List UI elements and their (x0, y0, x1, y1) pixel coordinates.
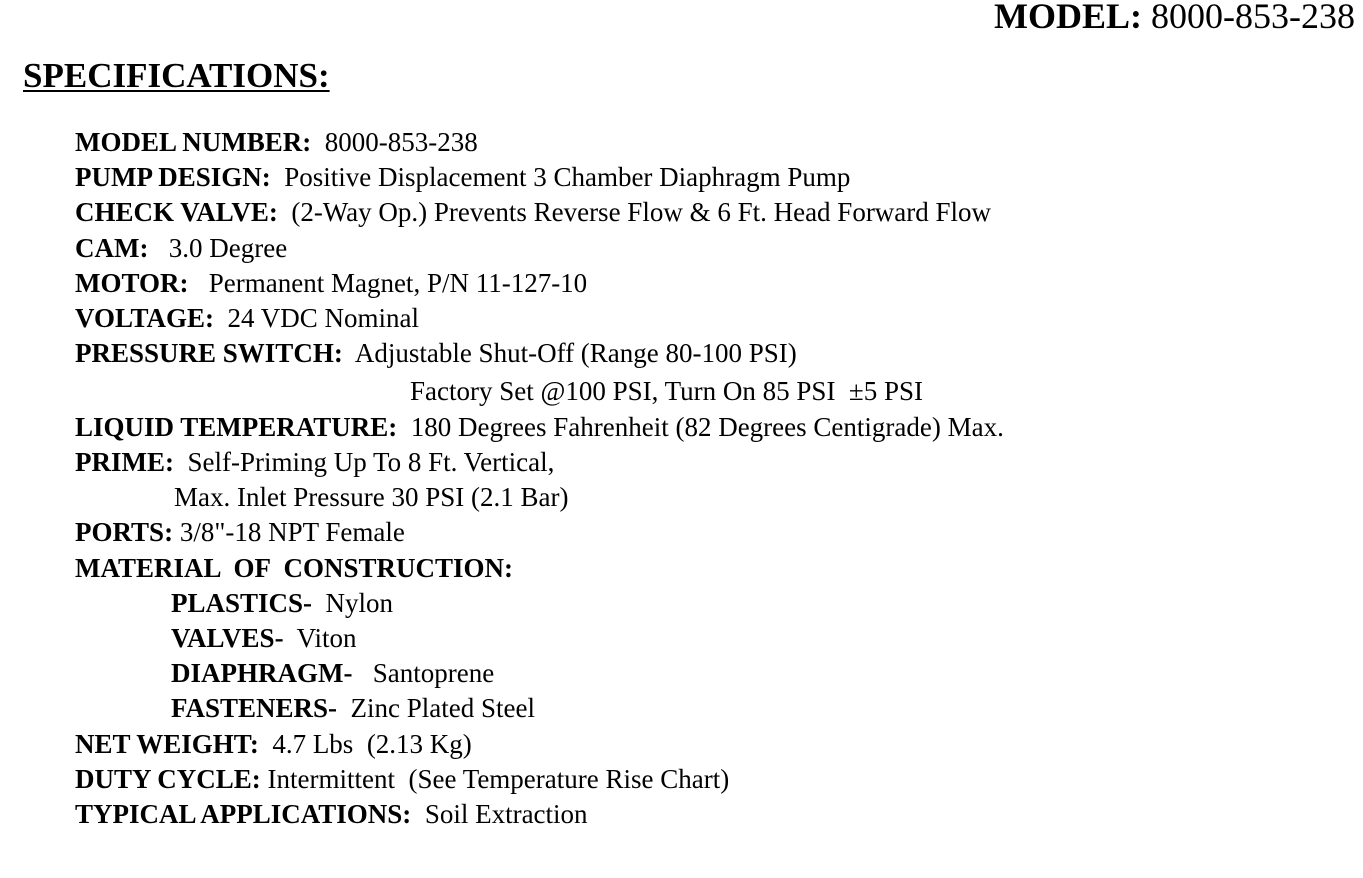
spec-label: NET WEIGHT: (75, 729, 259, 759)
specifications-title: SPECIFICATIONS: (23, 56, 330, 95)
spec-voltage (75, 301, 419, 335)
model-header (994, 0, 1355, 38)
spec-pressure-switch-continued: Factory Set @100 PSI, Turn On 85 PSI ±5 PSI (410, 376, 924, 406)
spec-material-valves (171, 621, 356, 655)
spec-value: Permanent Magnet, P/N 11-127-10 (208, 268, 588, 298)
spec-material-fasteners (171, 691, 535, 725)
spec-value: Nylon (325, 588, 394, 618)
spec-label: VALVES- (171, 623, 284, 653)
spec-pressure-switch (75, 336, 797, 370)
spec-label: TYPICAL APPLICATIONS: (75, 799, 412, 829)
spec-value: Viton (296, 623, 357, 653)
spec-prime (75, 445, 554, 479)
spec-value: (2-Way Op.) Prevents Reverse Flow & 6 Ft. Head Forward Flow (291, 197, 992, 227)
spec-label: DUTY CYCLE: (75, 764, 261, 794)
spec-label: PRESSURE SWITCH: (75, 338, 343, 368)
spec-duty-cycle (75, 762, 729, 796)
spec-label: LIQUID TEMPERATURE: (75, 412, 398, 442)
spec-label: PRIME: (75, 447, 174, 477)
model-header-label: MODEL: (994, 0, 1143, 36)
spec-label: CAM: (75, 233, 149, 263)
spec-value: 8000-853-238 (324, 127, 478, 157)
spec-material-plastics (171, 586, 393, 620)
spec-check-valve (75, 195, 991, 229)
spec-value: 180 Degrees Fahrenheit (82 Degrees Centigrade) Max. (410, 412, 1004, 442)
spec-label: PLASTICS- (171, 588, 313, 618)
spec-value: Santoprene (372, 658, 495, 688)
spec-prime-continued: Max. Inlet Pressure 30 PSI (2.1 Bar) (174, 482, 569, 512)
spec-label: PORTS: (75, 517, 174, 547)
spec-label: MATERIAL OF CONSTRUCTION: (75, 553, 514, 583)
spec-label: MOTOR: (75, 268, 189, 298)
model-header-value: 8000-853-238 (1151, 0, 1355, 36)
spec-value: Zinc Plated Steel (350, 693, 535, 723)
spec-value: Self-Priming Up To 8 Ft. Vertical, (187, 447, 555, 477)
spec-value: Soil Extraction (424, 799, 588, 829)
spec-typical-applications (75, 797, 588, 831)
spec-value: 24 VDC Nominal (227, 303, 420, 333)
spec-label: PUMP DESIGN: (75, 162, 271, 192)
spec-value: 4.7 Lbs (2.13 Kg) (272, 729, 472, 759)
spec-liquid-temperature (75, 410, 1004, 444)
spec-value: Intermittent (See Temperature Rise Chart) (267, 764, 730, 794)
spec-cam (75, 231, 287, 265)
spec-value: Positive Displacement 3 Chamber Diaphragm Pump (284, 162, 851, 192)
spec-motor (75, 266, 587, 300)
spec-material-of-construction (75, 551, 513, 585)
spec-value: 3.0 Degree (168, 233, 288, 263)
spec-ports (75, 515, 405, 549)
spec-pump-design (75, 160, 850, 194)
spec-label: VOLTAGE: (75, 303, 214, 333)
spec-model-number (75, 125, 478, 159)
spec-material-diaphragm (171, 656, 494, 690)
spec-value: 3/8"-18 NPT Female (179, 517, 405, 547)
spec-label: FASTENERS- (171, 693, 338, 723)
spec-net-weight (75, 727, 472, 761)
spec-label: MODEL NUMBER: (75, 127, 312, 157)
spec-value: Adjustable Shut-Off (Range 80-100 PSI) (354, 338, 797, 368)
spec-label: CHECK VALVE: (75, 197, 278, 227)
spec-label: DIAPHRAGM- (171, 658, 353, 688)
